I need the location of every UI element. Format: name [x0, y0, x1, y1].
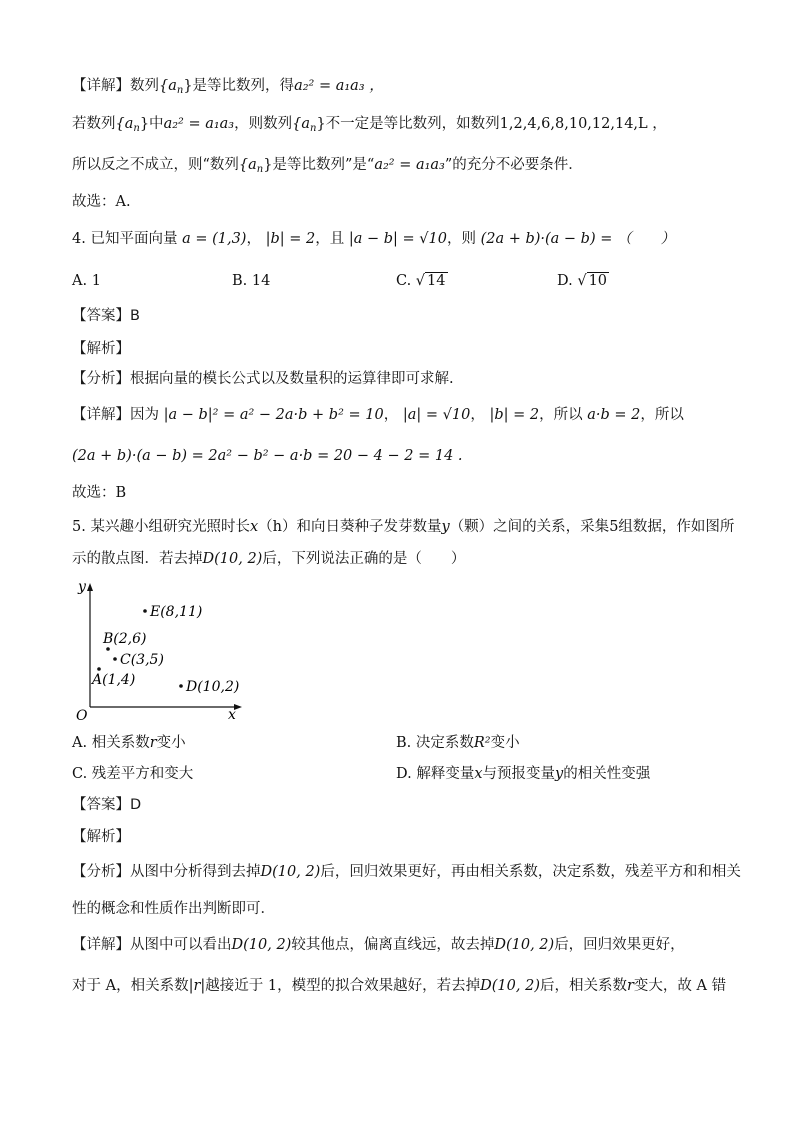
detail-line-1: 【详解】数列$\{a_n\}$是等比数列，得a₂² = a₁a₃ ， — [72, 78, 384, 96]
answer-4: 【答案】B — [72, 308, 140, 324]
analysis-header-5: 【解析】 — [72, 829, 130, 845]
selection-4: 故选：B — [72, 485, 127, 501]
q5-option-d: D. 解释变量x与预报变量y的相关性变强 — [396, 766, 651, 782]
detail-5-option-a: 对于 A，相关系数|r|越接近于 1，模型的拟合效果越好，若去掉D(10, 2)后，相关系数r变大，故 A 错 — [72, 978, 727, 994]
q5-option-a: A. 相关系数r变小 — [72, 735, 186, 751]
question-5-line-2: 示的散点图．若去掉D(10, 2)后，下列说法正确的是（ ） — [72, 551, 466, 567]
origin-label: O — [76, 708, 88, 724]
point-c-marker — [113, 657, 117, 661]
detail-line-3: 所以反之不成立，则“数列$\{a_n\}$是等比数列”是“a₂² = a₁a₃”的充分不必要条件． — [72, 157, 583, 175]
point-d-marker — [179, 684, 183, 688]
q5-option-b: B. 决定系数R²变小 — [396, 735, 520, 751]
analysis-4: 【分析】根据向量的模长公式以及数量积的运算律即可求解. — [72, 371, 454, 387]
q4-option-d: D. √ 10 — [557, 273, 608, 289]
scatter-plot-figure — [68, 575, 258, 725]
point-a-marker — [97, 667, 101, 671]
q4-option-b: B. 14 — [232, 273, 271, 289]
q4-option-a: A. 1 — [72, 273, 101, 289]
sqrt-10: √ 10 — [577, 273, 608, 289]
q4-option-c: C. √ 14 — [396, 273, 446, 289]
detail-tag: 【详解】 — [72, 78, 130, 94]
analysis-5-line-2: 性的概念和性质作出判断即可． — [72, 901, 275, 917]
answer-5: 【答案】D — [72, 797, 142, 813]
point-b-marker — [106, 647, 110, 651]
detail-5: 【详解】从图中可以看出D(10, 2)较其他点，偏离直线远，故去掉D(10, 2)后，回归效果更好， — [72, 937, 685, 953]
analysis-5-line-1: 【分析】从图中分析得到去掉D(10, 2)后，回归效果更好，再由相关系数，决定系数，残差平方和和相关 — [72, 864, 741, 880]
point-a-label: A(1,4) — [92, 672, 136, 688]
detail-4a: 【详解】因为 |a − b|² = a² − 2a·b + b² = 10， |a| = √10， |b| = 2，所以 a·b = 2，所以 — [72, 407, 684, 423]
detail-line-2: 若数列$\{a_n\}$中a₂² = a₁a₃，则数列$\{a_n\}$不一定是等比数列，如数列1,2,4,6,8,10,12,14,L ， — [72, 116, 667, 134]
analysis-header-4: 【解析】 — [72, 341, 130, 357]
sqrt-14: √ 14 — [415, 273, 446, 289]
selection-3: 故选：A. — [72, 194, 131, 210]
point-e-marker — [143, 609, 147, 613]
point-d-label: D(10,2) — [186, 679, 240, 695]
q5-option-c: C. 残差平方和变大 — [72, 766, 194, 782]
point-b-label: B(2,6) — [103, 631, 147, 647]
detail-4b: (2a + b)·(a − b) = 2a² − b² − a·b = 20 − 4 − 2 = 14 . — [72, 448, 463, 464]
y-axis-arrow — [87, 583, 93, 591]
point-e-label: E(8,11) — [150, 604, 203, 620]
point-c-label: C(3,5) — [120, 652, 164, 668]
x-axis-label: x — [228, 707, 236, 723]
question-4: 4. 已知平面向量 a = (1,3)， |b| = 2，且 |a − b| = √10，则 (2a + b)·(a − b) = （ ） — [72, 231, 675, 247]
y-axis-label: y — [78, 579, 86, 595]
question-5-line-1: 5. 某兴趣小组研究光照时长x（h）和向日葵种子发芽数量y（颗）之间的关系，采集5组数据，作如图所 — [72, 519, 735, 535]
